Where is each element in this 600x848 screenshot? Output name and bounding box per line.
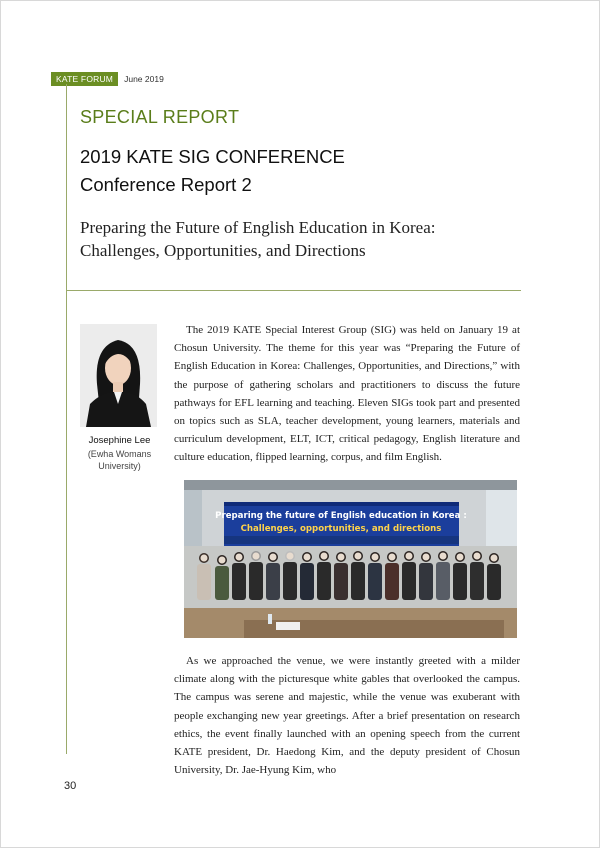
affiliation-line-1: (Ewha Womans [87, 449, 152, 459]
kicker: SPECIAL REPORT [80, 107, 240, 127]
author-name: Josephine Lee [88, 435, 151, 446]
issue-date: June 2019 [124, 74, 164, 84]
subtitle-line-2: Challenges, Opportunities, and Directions [80, 241, 366, 260]
author-affiliation [66, 448, 173, 472]
group-photo [184, 480, 517, 638]
horizontal-rule [66, 290, 521, 291]
page-number: 30 [64, 780, 77, 792]
vertical-rule [66, 84, 67, 754]
title-line-1: 2019 KATE SIG CONFERENCE [80, 146, 345, 167]
affiliation-line-2: University) [98, 461, 141, 471]
body-paragraph-2: As we approached the venue, we were instantly greeted with a milder climate along with the picturesque white gables that overlooked the campus. The campus was serene and majestic, while the venue was exuberant with people exchanging new year greetings. After a brief presentation on research ethics, the event finally launched with an opening speech from the current KATE president, Dr. Haedong Kim, and the deputy president of Chosun University, Dr. Jae-Hyung Kim, who [174, 655, 520, 777]
banner-line-1: Preparing the future of English education in Korea : [215, 511, 467, 521]
body-paragraph-1: The 2019 KATE Special Interest Group (SIG) was held on January 19 at Chosun University. The theme for this year was “Preparing the Future of English Education in Korea: Challenges, Opportunities, and Directions,” with the purpose of gathering scholars and practitioners to discuss the future pathways for EFL learning and teaching. Eleven SIGs took part and presented on topics such as SLA, teacher development, young learners, materials and curriculum development, ELT, ICT, critical pedagogy, English literature and culture education, flipped learning, corpus, and film English. [174, 324, 520, 464]
author-portrait [80, 324, 157, 427]
section-tag: KATE FORUM [51, 72, 118, 86]
running-header [51, 72, 164, 86]
title-line-2: Conference Report 2 [80, 174, 252, 195]
article-subtitle [80, 216, 520, 262]
banner-line-2: Challenges, opportunities, and directions [240, 524, 442, 534]
subtitle-line-1: Preparing the Future of English Education in Korea: [80, 218, 436, 237]
